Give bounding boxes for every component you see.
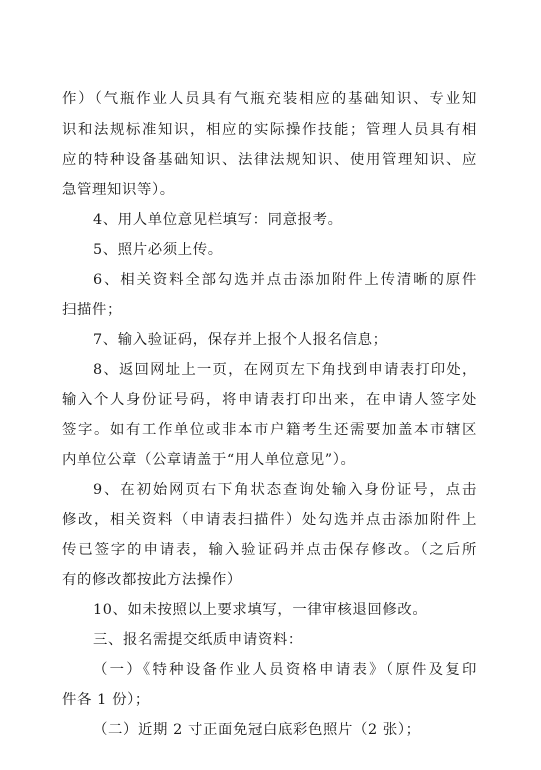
list-item-10: 10、如未按照以上要求填写，一律审核退回修改。 <box>93 602 428 618</box>
list-item-5: 5、照片必须上传。 <box>93 242 223 258</box>
text-line: 作）（气瓶作业人员具有气瓶充装相应的基础知识、专业知 <box>62 91 477 107</box>
list-item-6: 6、相关资料全部勾选并点击添加附件上传清晰的原件 <box>93 272 477 288</box>
requirement-item-1: （一）《特种设备作业人员资格申请表》（原件及复印 <box>93 662 477 678</box>
text-line: 有的修改都按此方法操作） <box>62 572 242 588</box>
text-line: 传已签字的申请表，输入验证码并点击保存修改。（之后所 <box>62 542 477 558</box>
list-item-9: 9、在初始网页右下角状态查询处输入身份证号，点击 <box>93 482 477 498</box>
text-line: 识和法规标准知识，相应的实际操作技能；管理人员具有相 <box>62 122 477 138</box>
text-line: 急管理知识等）。 <box>62 182 175 198</box>
list-item-7: 7、输入验证码，保存并上报个人报名信息； <box>93 332 388 348</box>
list-item-4: 4、用人单位意见栏填写：同意报考。 <box>93 212 343 228</box>
text-line: 修改，相关资料（申请表扫描件）处勾选并点击添加附件上 <box>62 512 477 528</box>
text-line: 件各 1 份）； <box>62 692 150 708</box>
text-line: 内单位公章（公章请盖于“用人单位意见”）。 <box>62 452 356 468</box>
text-line: 扫描件； <box>62 302 122 318</box>
text-line: 签字。如有工作单位或非本市户籍考生还需要加盖本市辖区 <box>62 422 477 438</box>
text-line: 输入个人身份证号码，将申请表打印出来，在申请人签字处 <box>62 392 477 408</box>
section-heading: 三、报名需提交纸质申请资料： <box>93 632 303 648</box>
list-item-8: 8、返回网址上一页，在网页左下角找到申请表打印处， <box>93 362 477 378</box>
requirement-item-2: （二）近期 2 寸正面免冠白底彩色照片（2 张）； <box>93 722 421 738</box>
text-line: 应的特种设备基础知识、法律法规知识、使用管理知识、应 <box>62 152 477 168</box>
